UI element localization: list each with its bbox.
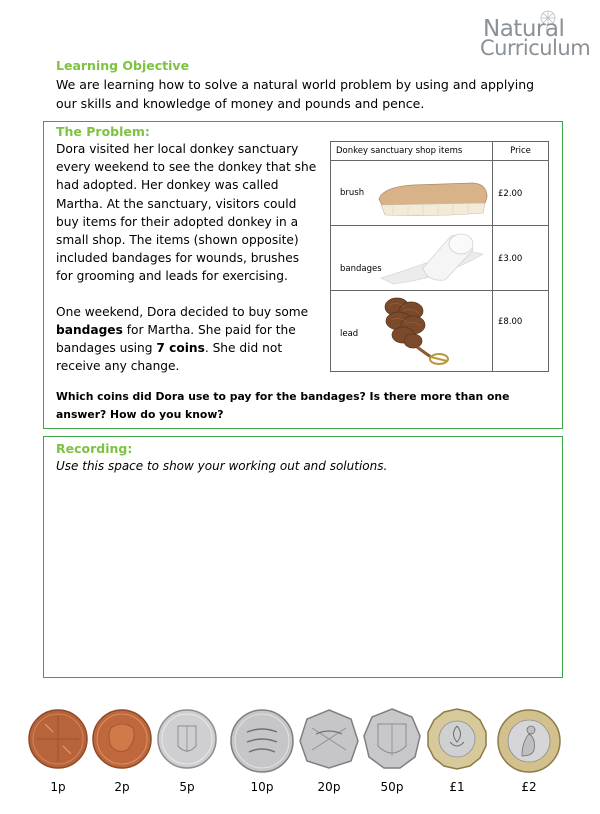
para2-text-a: One weekend, Dora decided to buy some (56, 304, 309, 319)
problem-question: Which coins did Dora use to pay for the bandages? Is there more than one answer? How do you know? (56, 390, 510, 421)
coin-50p (362, 706, 422, 776)
two-pence-coin-icon (91, 706, 153, 772)
brush-image (373, 169, 491, 219)
item-price: £2.00 (498, 189, 523, 199)
lead-rope-image (369, 293, 489, 369)
para2-bold-coins: 7 coins (156, 341, 205, 356)
five-pence-coin-icon (156, 706, 218, 772)
item-cell-lead (331, 291, 493, 372)
item-cell-brush (331, 161, 493, 226)
header-price: Price (493, 142, 549, 161)
coin-label: 50p (380, 780, 404, 794)
item-label: lead (340, 329, 359, 339)
fifty-pence-coin-icon (362, 706, 422, 772)
table-header-row (331, 142, 549, 161)
para2-bold-bandages: bandages (56, 322, 123, 337)
coin-20p (298, 706, 360, 776)
coins-row (0, 700, 600, 800)
header-item: Donkey sanctuary shop items (331, 142, 493, 161)
logo-line-2: Curriculum (480, 36, 591, 60)
coin-5p (156, 706, 218, 776)
problem-box (43, 121, 563, 429)
item-price: £8.00 (498, 317, 523, 327)
item-label: brush (340, 188, 365, 198)
shop-table (330, 141, 549, 372)
para2-text-c: for Martha. She paid for the bandages using (56, 322, 296, 356)
price-cell (493, 226, 549, 291)
price-cell (493, 161, 549, 226)
ten-pence-coin-icon (229, 706, 295, 776)
coin-1-pound (426, 706, 488, 776)
problem-paragraph-1: Dora visited her local donkey sanctuary every weekend to see the donkey that she had adopted. Her donkey was called Martha. At the sanctuary, visitors could buy items for their adopted donkey in a small shop. The items (shown opposite) included bandages for wounds, brushes for grooming and leads for exercising. (56, 142, 317, 284)
coin-2p (91, 706, 153, 776)
table-row (331, 291, 549, 372)
penny-coin-icon (27, 706, 89, 772)
recording-instructions: Use this space to show your working out and solutions. (56, 459, 388, 473)
para2-text-e: . She did not receive any change. (56, 341, 283, 374)
coin-label: 20p (317, 780, 341, 794)
coin-label: 10p (250, 780, 274, 794)
one-pound-coin-icon (426, 706, 488, 772)
logo-line-1: Natural (483, 16, 565, 42)
coin-label: £2 (521, 780, 537, 794)
table-row (331, 161, 549, 226)
item-price: £3.00 (498, 254, 523, 264)
price-cell (493, 291, 549, 372)
coin-label: 5p (179, 780, 195, 794)
coin-label: 2p (114, 780, 130, 794)
table-row (331, 226, 549, 291)
coin-1p (27, 706, 89, 776)
item-label: bandages (340, 264, 382, 274)
recording-box[interactable] (43, 436, 563, 678)
item-cell-bandages (331, 226, 493, 291)
coin-label: 1p (50, 780, 66, 794)
problem-title: The Problem: (56, 124, 150, 139)
recording-title: Recording: (56, 441, 133, 456)
problem-text (56, 140, 318, 375)
two-pound-coin-icon (496, 706, 562, 776)
problem-paragraph-2 (56, 303, 318, 376)
coin-2-pound (496, 706, 562, 780)
coin-label: £1 (449, 780, 465, 794)
natural-curriculum-logo (478, 8, 596, 60)
objective-text: We are learning how to solve a natural world problem by using and applying our skills and knowledge of money and pounds and pence. (56, 77, 535, 111)
objective-title: Learning Objective (56, 58, 190, 73)
twenty-pence-coin-icon (298, 706, 360, 772)
coin-10p (229, 706, 295, 780)
bandage-roll-image (373, 228, 491, 286)
